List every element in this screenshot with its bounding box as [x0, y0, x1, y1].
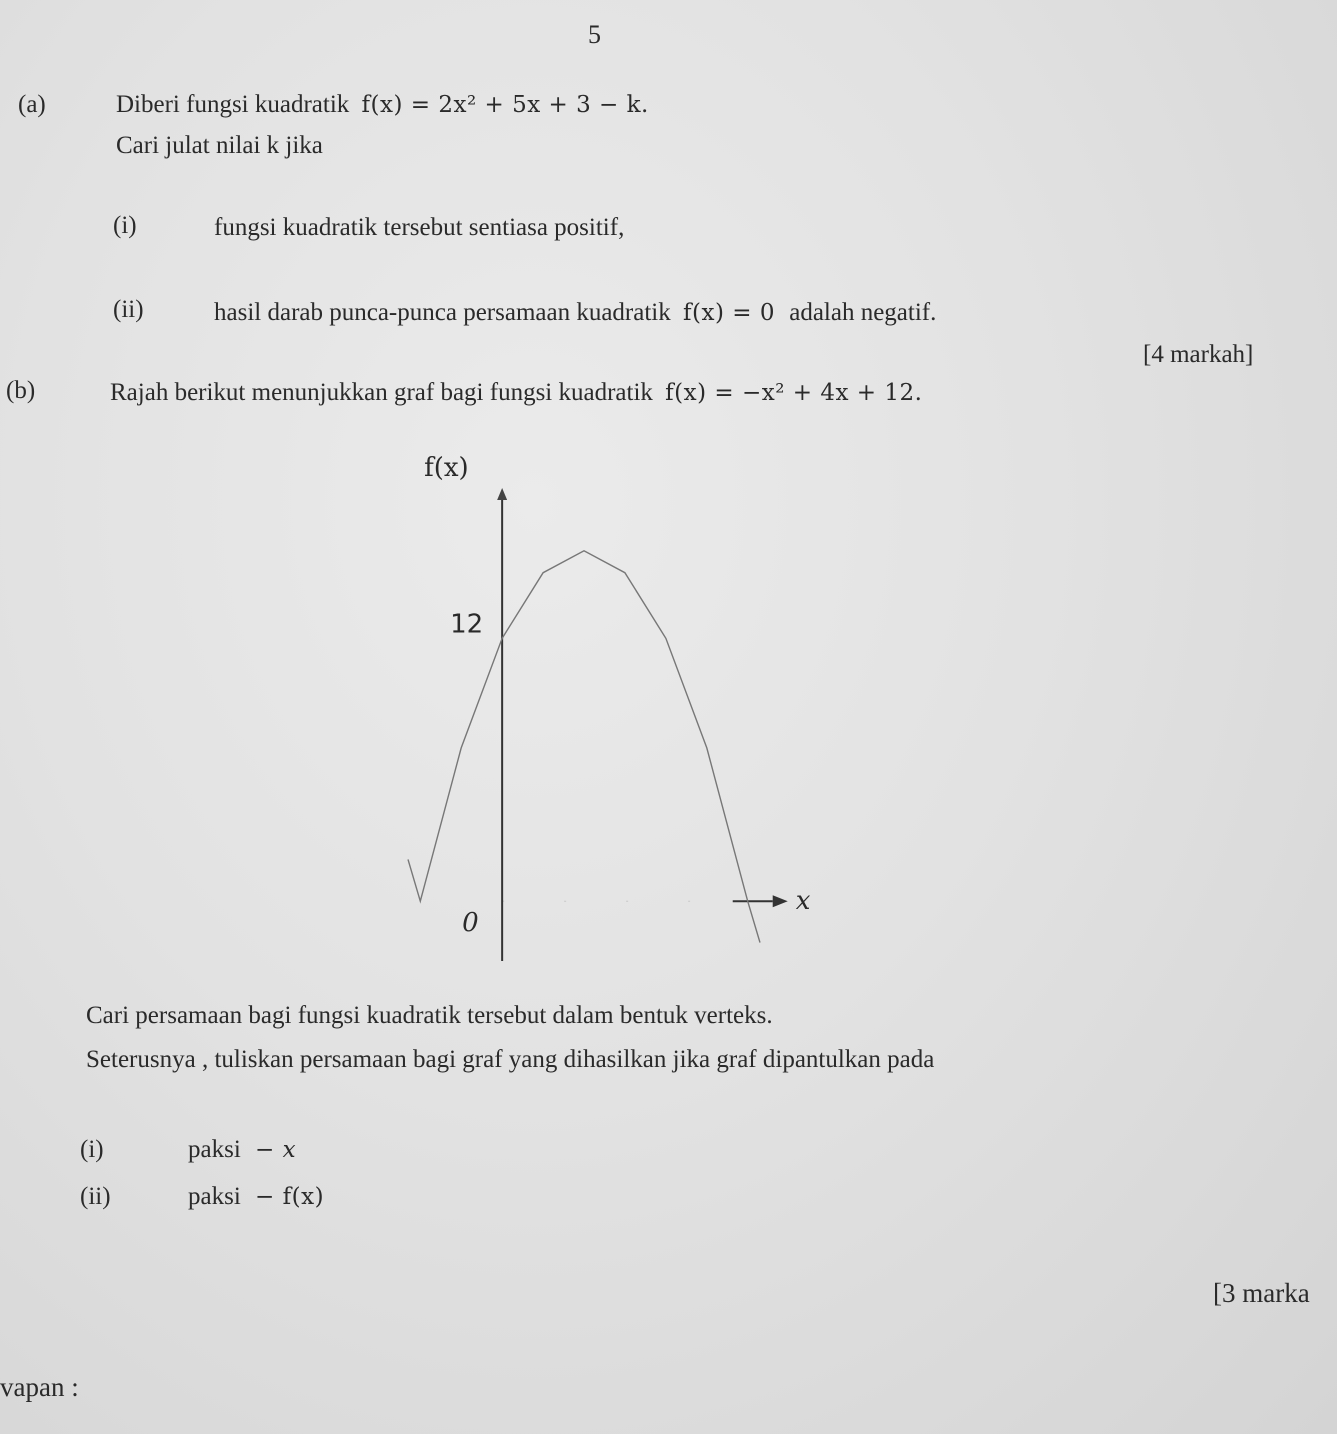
part-b-item-i-label: (i) — [80, 1136, 104, 1163]
part-b-function: f(x) = −x² + 4x + 12. — [665, 380, 923, 406]
page-number: 5 — [588, 20, 601, 49]
part-b-item-i-math: − x — [255, 1137, 297, 1163]
part-b-task-line2: Seterusnya , tuliskan persamaan bagi graf yang dihasilkan jika graf dipantulkan pada — [86, 1046, 935, 1073]
answer-label: vapan : — [0, 1372, 79, 1402]
part-a-item-ii — [214, 300, 936, 325]
part-a-item-i-label: (i) — [113, 212, 137, 239]
part-a-item-i-text: fungsi kuadratik tersebut sentiasa positif, — [214, 214, 625, 241]
quadratic-graph — [380, 440, 850, 980]
part-b-marks: [3 marka — [1213, 1278, 1310, 1308]
part-a-function: f(x) = 2x² + 5x + 3 − k. — [361, 92, 649, 118]
part-a-item-ii-suffix: adalah negatif. — [789, 299, 937, 326]
part-b-label: (b) — [6, 377, 36, 404]
part-b-intro — [110, 380, 922, 405]
part-b-item-i-text: paksi — [188, 1136, 241, 1163]
part-a-intro — [116, 92, 649, 117]
y-tick-label-12: 12 — [450, 609, 484, 640]
part-b-item-ii-text: paksi — [188, 1183, 241, 1210]
part-b-item-ii-label: (ii) — [80, 1183, 111, 1210]
y-axis-label: f(x) — [424, 453, 469, 483]
part-b-item-ii-math: − f(x) — [255, 1184, 325, 1210]
origin-label: 0 — [462, 908, 479, 939]
part-b-intro-text: Rajah berikut menunjukkan graf bagi fungsi kuadratik — [110, 379, 653, 406]
y-axis-arrow-head — [497, 488, 507, 500]
part-a-item-ii-label: (ii) — [113, 296, 144, 323]
part-a-intro-text: Diberi fungsi kuadratik — [116, 91, 350, 118]
y-axis-group — [497, 488, 507, 961]
part-a-item-ii-text: hasil darab punca-punca persamaan kuadratik — [214, 299, 671, 326]
part-b-task-line1: Cari persamaan bagi fungsi kuadratik tersebut dalam bentuk verteks. — [86, 1002, 773, 1029]
x-axis-group — [502, 895, 788, 907]
part-b-item-ii — [188, 1184, 324, 1209]
part-a-marks: [4 markah] — [1143, 341, 1254, 368]
part-a-task: Cari julat nilai k jika — [116, 132, 323, 159]
x-axis-arrow-head — [773, 895, 788, 907]
part-a-item-ii-math: f(x) = 0 — [683, 300, 775, 326]
part-b-item-i — [188, 1137, 296, 1162]
x-axis-label: x — [795, 886, 811, 917]
part-a-label: (a) — [18, 91, 46, 118]
